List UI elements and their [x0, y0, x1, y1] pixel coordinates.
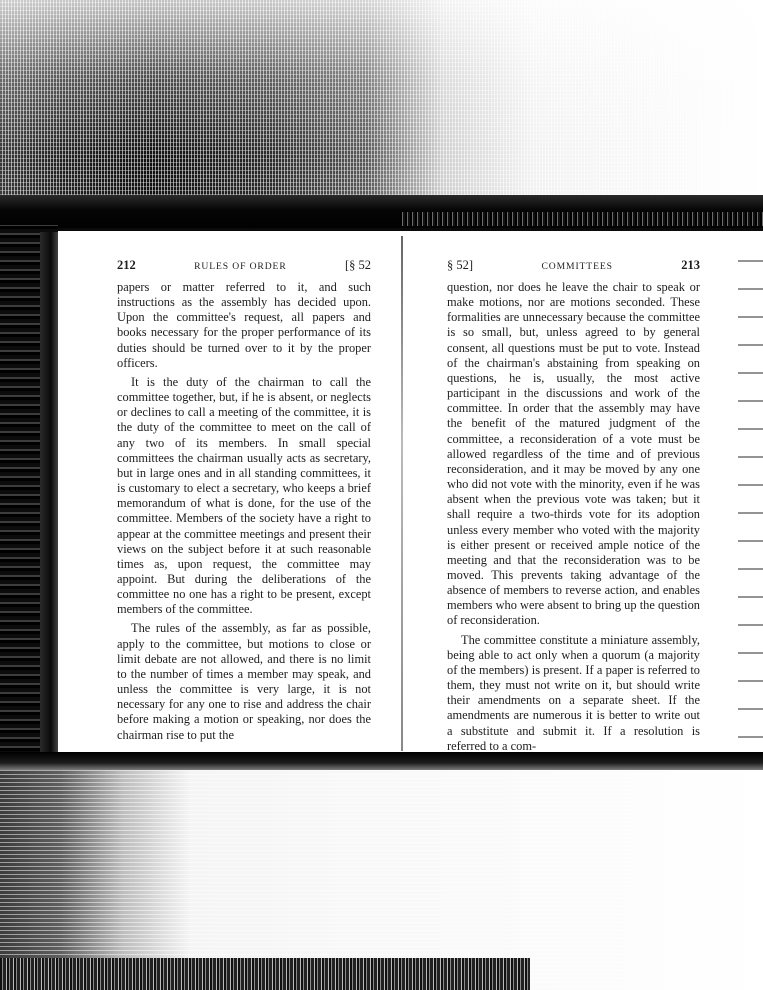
scan-artifact-top-fade	[0, 0, 763, 222]
right-paragraph-2: The committee constitute a miniature assembly, being able to act only when a quorum (a majority of the members) is present. If a paper is referred to them, they must not write on it, but should write their amendments on a separate sheet. If the amendments are numerous it is better to write out a substitute and submit it. If a resolution is referred to a com-	[447, 632, 700, 753]
right-page	[447, 258, 700, 754]
scan-bottom-band	[0, 752, 763, 770]
book-gutter	[401, 236, 403, 751]
right-page-number: 213	[681, 258, 700, 272]
left-running-head	[117, 258, 371, 280]
left-paragraph-2: It is the duty of the chairman to call the committee together, but, if he is absent, or neglects or declines to call a meeting of the committee, it is the duty of the committee to meet on the call of any two of its members. In small special committees the chairman usually acts as secretary, but in large ones and in all standing committees, it is customary to elect a secretary, who keeps a brief memorandum of what is done, for the use of the committee. Members of the society have a right to appear at the committee meetings and present their views on the subject before it at such reasonable times as, upon request, the committee may appoint. But during the deliberations of the committee no one has a right to be present, except members of the committee.	[117, 374, 371, 617]
book-right-edge-marks	[738, 240, 763, 750]
scan-artifact-bottom-strip	[0, 958, 530, 990]
left-page-number: 212	[117, 258, 136, 272]
left-page	[117, 258, 371, 743]
scan-dark-band-right	[400, 212, 763, 226]
left-paragraph-1: papers or matter referred to it, and such instructions as the assembly has decided upon. Upon the committee's request, all papers and books necessary for the proper performance of its duties should be turned over to it by the proper officers.	[117, 280, 371, 370]
scan-artifact-bottom	[0, 770, 763, 990]
right-section-ref: § 52]	[447, 258, 474, 272]
left-running-title: RULES OF ORDER	[194, 261, 287, 272]
left-page-text	[117, 280, 371, 743]
left-paragraph-3: The rules of the assembly, as far as possible, apply to the committee, but motions to close or limit debate are not allowed, and there is no limit to the number of times a member may speak, and unless the committee is very large, it is not necessary for any one to rise and address the chair before making a motion or speaking, nor does the chairman rise to put the	[117, 621, 371, 742]
book-left-edge-inner	[40, 232, 58, 752]
left-section-ref: [§ 52	[344, 258, 371, 272]
right-running-title: COMMITTEES	[541, 261, 613, 272]
right-page-text	[447, 280, 700, 754]
right-running-head	[447, 258, 700, 280]
right-paragraph-1: question, nor does he leave the chair to speak or make motions, nor are motions seconded. These formalities are unnecessary because the committee is so small, but, unless agreed to by general consent, all questions must be put to vote. Instead of the chairman's abstaining from speaking on questions, he is, usually, the most active participant in the discussions and work of the committee. In order that the assembly may have the benefit of the matured judgment of the committee, a reconsideration of a vote must be allowed regardless of the time and of previous reconsideration, and it may be moved by any one who did not vote with the minority, even if he was absent when the previous vote was taken; but it shall require a two-thirds vote for its adoption unless every member who voted with the majority is either present or received ample notice of the meeting and that the reconsideration was to be moved. This prevents taking advantage of the absence of members to reverse action, and enables members who were absent to bring up the question of reconsideration.	[447, 280, 700, 628]
